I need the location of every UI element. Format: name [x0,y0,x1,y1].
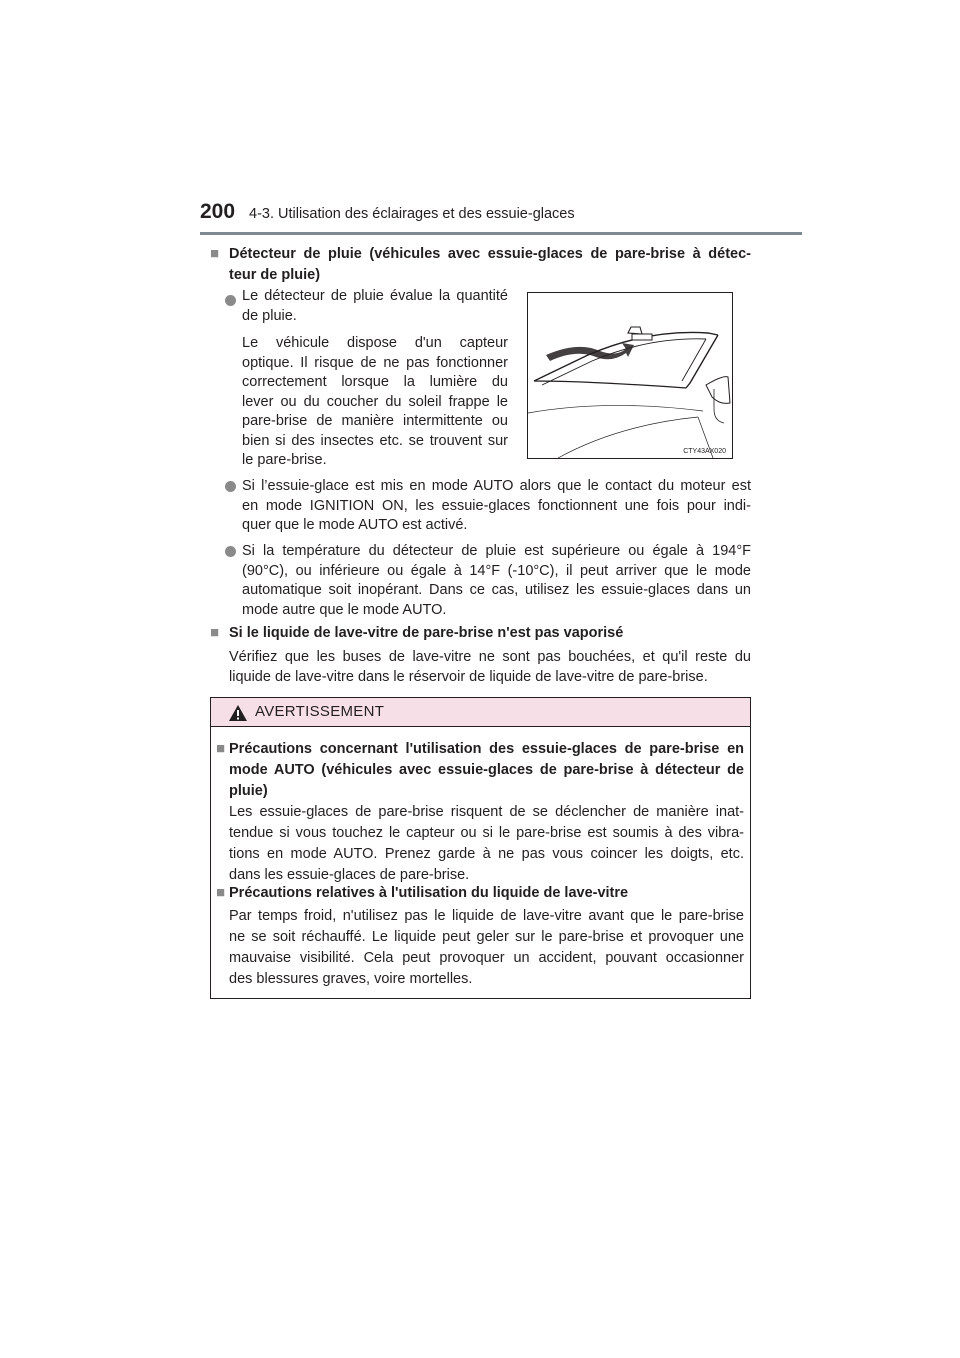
page-number: 200 [200,200,236,223]
text-line: Si l’essuie-glace est mis en mode AUTO alors que le contact du moteur est [242,478,751,494]
heading-square-icon: ■ [210,245,220,262]
heading-line: Détecteur de pluie (véhicules avec essuie-glaces de pare-brise à détec- [229,246,751,262]
washer-text [229,648,751,687]
warning-item-1-text [229,802,744,886]
text-line: bien si des insectes etc. se trouvent sur [242,432,508,449]
warning-box [210,697,751,999]
rain-sensor-heading [229,244,751,286]
text-line: automatique soit inopérant. Dans ce cas, utilisez les essuie-glaces dans un [242,582,751,598]
bullet-icon [225,546,236,557]
text-line: liquide de lave-vitre dans le réservoir de liquide de lave-vitre de pare-brise. [229,668,708,685]
heading-square-icon: ■ [210,624,220,641]
text-line: tendue si vous touchez le capteur ou si le pare-brise est soumis à des vibra- [229,825,744,841]
text-line: quer que le mode AUTO est activé. [242,517,468,533]
bullet-3-text [242,542,751,620]
text-line: en mode IGNITION ON, les essuie-glaces fonctionnent une fois pour indi- [242,497,751,514]
heading-line: mode AUTO (véhicules avec essuie-glaces de pare-brise à détecteur de [229,762,744,778]
text-line: de pluie. [242,307,297,324]
text-line: lever ou du coucher du soleil frappe le [242,393,508,410]
heading-square-icon: ■ [216,884,226,901]
text-line: Par temps froid, n'utilisez pas le liquide de lave-vitre avant que le pare-brise [229,908,744,924]
section-title: 4-3. Utilisation des éclairages et des essuie-glaces [249,206,575,222]
bullet-2-text [242,477,751,536]
figure-code: CTY43AX020 [683,448,726,455]
text-line: optique. Il risque de ne pas fonctionner [242,354,508,371]
text-line: ne se soit réchauffé. Le liquide peut geler sur le pare-brise et provoquer une [229,929,744,945]
text-line: dans les essuie-glaces de pare-brise. [229,867,470,883]
bullet-1-text [242,287,508,471]
heading-square-icon: ■ [216,740,226,757]
text-line: mauvaise visibilité. Cela peut provoquer un accident, pouvant occasionner [229,950,744,966]
header-rule [200,232,802,235]
text-line: le pare-brise. [242,452,327,468]
text-line: pare-brise de manière intermittente ou [242,413,508,429]
windshield-illustration [527,292,733,459]
warning-item-1-heading [229,739,744,802]
text-line: Vérifiez que les buses de lave-vitre ne sont pas bouchées, et qu'il reste du [229,649,751,665]
bullet-icon [225,295,236,306]
windshield-drawing [528,293,732,458]
text-line: mode autre que le mode AUTO. [242,601,447,618]
warning-item-2-heading: Précautions relatives à l'utilisation du liquide de lave-vitre [229,885,629,901]
heading-line: pluie) [229,783,268,799]
warning-item-2-text [229,906,744,990]
warning-title: AVERTISSEMENT [255,703,385,720]
text-line: Le détecteur de pluie évalue la quantité [242,288,508,304]
warning-triangle-icon [228,704,248,722]
text-line: des blessures graves, voire mortelles. [229,971,473,987]
text-line: tions en mode AUTO. Prenez garde à ne pas vous coincer les doigts, etc. [229,846,744,862]
heading-line: teur de pluie) [229,267,321,283]
text-line: (90°C), ou inférieure ou égale à 14°F (-10°C), il peut arriver que le mode [242,562,751,579]
text-line: Le véhicule dispose d'un capteur [242,335,508,351]
warning-header [211,698,750,727]
text-line: correctement lorsque la lumière du [242,374,508,390]
bullet-icon [225,481,236,492]
text-line: Si la température du détecteur de pluie est supérieure ou égale à 194°F [242,543,751,559]
text-line: Les essuie-glaces de pare-brise risquent de se déclencher de manière inat- [229,804,744,820]
heading-line: Précautions concernant l'utilisation des essuie-glaces de pare-brise en [229,741,744,757]
washer-heading: Si le liquide de lave-vitre de pare-brise n'est pas vaporisé [229,625,624,641]
